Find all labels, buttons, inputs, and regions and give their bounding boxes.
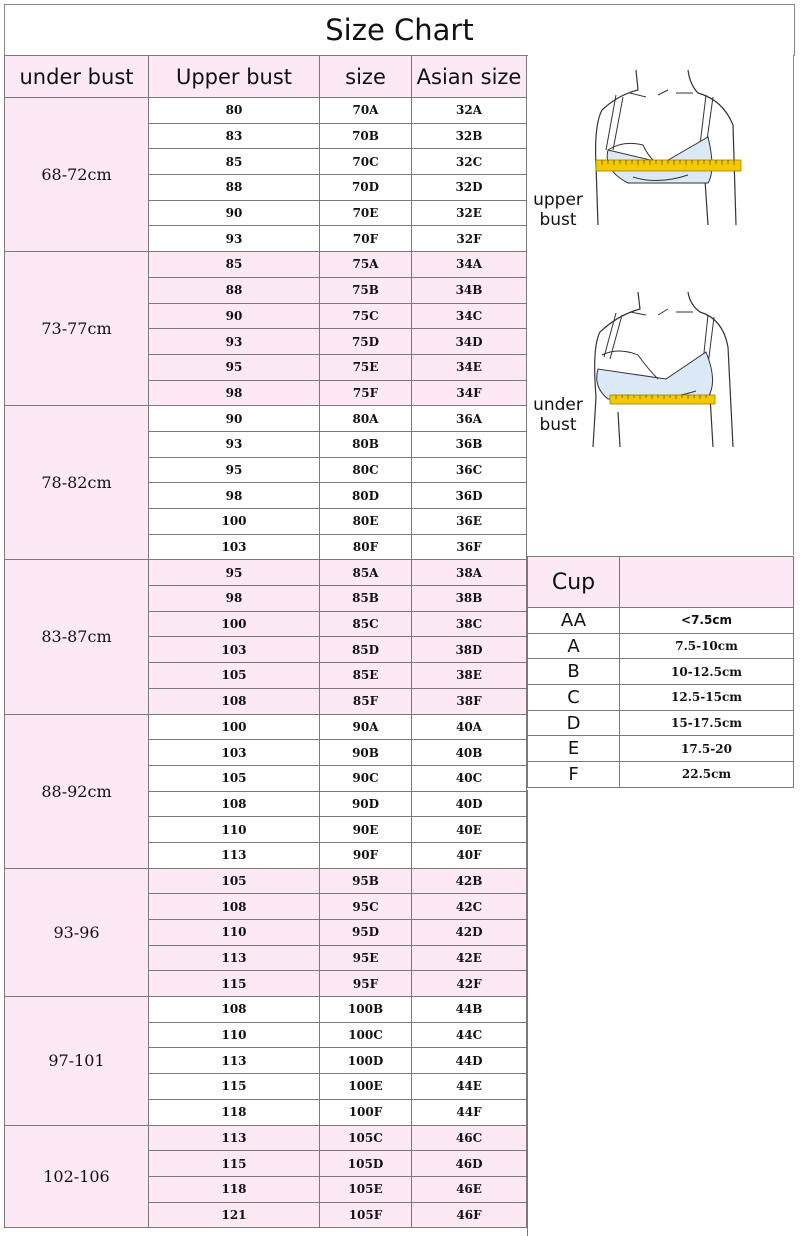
asian-size-cell: 46E (412, 1176, 527, 1202)
size-cell: 90B (320, 740, 412, 766)
cup-header: Cup (528, 557, 620, 608)
upper-bust-cell: 100 (149, 714, 320, 740)
asian-size-cell: 44F (412, 1099, 527, 1125)
cup-row (528, 762, 794, 788)
chart-title: Size Chart (4, 4, 795, 56)
size-cell: 95F (320, 971, 412, 997)
size-cell: 70D (320, 175, 412, 201)
cup-letter: F (528, 762, 620, 788)
size-cell: 85B (320, 586, 412, 612)
asian-size-cell: 40B (412, 740, 527, 766)
table-row (5, 406, 527, 432)
asian-size-cell: 38A (412, 560, 527, 586)
upper-bust-cell: 85 (149, 149, 320, 175)
cup-range: 17.5-20 (620, 736, 794, 762)
size-cell: 100C (320, 1022, 412, 1048)
cup-row (528, 685, 794, 711)
size-cell: 100E (320, 1074, 412, 1100)
cup-range: 12.5-15cm (620, 685, 794, 711)
asian-size-cell: 36D (412, 483, 527, 509)
upper-bust-cell: 93 (149, 431, 320, 457)
asian-size-cell: 38C (412, 611, 527, 637)
asian-size-cell: 34B (412, 277, 527, 303)
upper-bust-cell: 88 (149, 175, 320, 201)
upper-bust-cell: 110 (149, 1022, 320, 1048)
asian-size-cell: 38B (412, 586, 527, 612)
asian-size-cell: 36F (412, 534, 527, 560)
cup-letter: AA (528, 608, 620, 634)
asian-size-cell: 40F (412, 842, 527, 868)
size-cell: 100D (320, 1048, 412, 1074)
size-cell: 85F (320, 688, 412, 714)
upper-bust-cell: 95 (149, 560, 320, 586)
under-bust-range: 83-87cm (5, 560, 149, 714)
size-cell: 90C (320, 765, 412, 791)
table-row (5, 997, 527, 1023)
upper-bust-cell: 113 (149, 1048, 320, 1074)
table-row (5, 714, 527, 740)
asian-size-cell: 44D (412, 1048, 527, 1074)
upper-bust-cell: 98 (149, 586, 320, 612)
size-cell: 90E (320, 817, 412, 843)
cup-range: 22.5cm (620, 762, 794, 788)
asian-size-cell: 32F (412, 226, 527, 252)
under-bust-range: 73-77cm (5, 252, 149, 406)
asian-size-cell: 34E (412, 354, 527, 380)
under-bust-range: 102-106 (5, 1125, 149, 1228)
size-cell: 85D (320, 637, 412, 663)
asian-size-cell: 36A (412, 406, 527, 432)
table-row (5, 98, 527, 124)
asian-size-cell: 40A (412, 714, 527, 740)
header-upper-bust: Upper bust (149, 56, 320, 98)
size-cell: 70A (320, 98, 412, 124)
size-cell: 80E (320, 509, 412, 535)
upper-bust-cell: 95 (149, 354, 320, 380)
upper-bust-cell: 90 (149, 303, 320, 329)
upper-bust-cell: 110 (149, 920, 320, 946)
header-row (5, 56, 527, 98)
asian-size-cell: 38E (412, 663, 527, 689)
upper-bust-cell: 90 (149, 200, 320, 226)
cup-header-value (620, 557, 794, 608)
asian-size-cell: 44B (412, 997, 527, 1023)
cup-letter: E (528, 736, 620, 762)
asian-size-cell: 32B (412, 123, 527, 149)
size-cell: 95E (320, 945, 412, 971)
asian-size-cell: 34A (412, 252, 527, 278)
upper-bust-cell: 103 (149, 534, 320, 560)
size-cell: 105D (320, 1151, 412, 1177)
asian-size-cell: 40D (412, 791, 527, 817)
size-cell: 70B (320, 123, 412, 149)
asian-size-cell: 36B (412, 431, 527, 457)
upper-bust-cell: 105 (149, 663, 320, 689)
upper-bust-cell: 93 (149, 329, 320, 355)
cup-row (528, 736, 794, 762)
asian-size-cell: 32E (412, 200, 527, 226)
upper-bust-cell: 115 (149, 971, 320, 997)
upper-bust-cell: 105 (149, 868, 320, 894)
upper-bust-cell: 121 (149, 1202, 320, 1228)
asian-size-cell: 32C (412, 149, 527, 175)
upper-bust-cell: 103 (149, 740, 320, 766)
cup-range: 10-12.5cm (620, 659, 794, 685)
upper-bust-cell: 113 (149, 945, 320, 971)
size-cell: 75C (320, 303, 412, 329)
size-cell: 85C (320, 611, 412, 637)
header-under-bust: under bust (5, 56, 149, 98)
asian-size-cell: 38F (412, 688, 527, 714)
upper-bust-cell: 113 (149, 1125, 320, 1151)
upper-bust-cell: 105 (149, 765, 320, 791)
asian-size-cell: 36C (412, 457, 527, 483)
asian-size-cell: 38D (412, 637, 527, 663)
table-row (5, 252, 527, 278)
cup-range: 7.5-10cm (620, 633, 794, 659)
asian-size-cell: 46D (412, 1151, 527, 1177)
upper-bust-cell: 80 (149, 98, 320, 124)
asian-size-cell: 44E (412, 1074, 527, 1100)
asian-size-cell: 34F (412, 380, 527, 406)
upper-bust-cell: 100 (149, 509, 320, 535)
cup-row (528, 633, 794, 659)
upper-bust-cell: 95 (149, 457, 320, 483)
table-row (5, 560, 527, 586)
size-cell: 90F (320, 842, 412, 868)
cup-range: 15-17.5cm (620, 710, 794, 736)
upper-bust-cell: 108 (149, 791, 320, 817)
under-bust-label: under bust (533, 395, 583, 435)
asian-size-cell: 46F (412, 1202, 527, 1228)
size-cell: 70C (320, 149, 412, 175)
cup-row (528, 710, 794, 736)
upper-bust-cell: 108 (149, 894, 320, 920)
cup-header-row (528, 557, 794, 608)
under-bust-figure-icon (588, 287, 748, 457)
cup-letter: C (528, 685, 620, 711)
cup-row (528, 659, 794, 685)
blank-area (527, 790, 794, 1236)
under-bust-range: 93-96 (5, 868, 149, 996)
asian-size-cell: 42E (412, 945, 527, 971)
under-bust-range: 88-92cm (5, 714, 149, 868)
asian-size-cell: 46C (412, 1125, 527, 1151)
upper-bust-cell: 85 (149, 252, 320, 278)
size-cell: 70E (320, 200, 412, 226)
size-cell: 80C (320, 457, 412, 483)
asian-size-cell: 40E (412, 817, 527, 843)
size-cell: 85E (320, 663, 412, 689)
size-cell: 105F (320, 1202, 412, 1228)
upper-bust-cell: 115 (149, 1151, 320, 1177)
size-cell: 90D (320, 791, 412, 817)
under-bust-range: 68-72cm (5, 98, 149, 252)
cup-letter: D (528, 710, 620, 736)
asian-size-cell: 42C (412, 894, 527, 920)
upper-bust-cell: 98 (149, 380, 320, 406)
cup-row (528, 608, 794, 634)
table-row (5, 868, 527, 894)
asian-size-cell: 42F (412, 971, 527, 997)
upper-bust-figure-icon (588, 65, 748, 235)
size-cell: 95D (320, 920, 412, 946)
asian-size-cell: 34C (412, 303, 527, 329)
upper-bust-cell: 118 (149, 1176, 320, 1202)
size-table-body (5, 98, 527, 1228)
upper-bust-cell: 103 (149, 637, 320, 663)
asian-size-cell: 44C (412, 1022, 527, 1048)
size-cell: 90A (320, 714, 412, 740)
size-cell: 105E (320, 1176, 412, 1202)
asian-size-cell: 42D (412, 920, 527, 946)
size-cell: 85A (320, 560, 412, 586)
upper-bust-cell: 108 (149, 688, 320, 714)
upper-bust-cell: 115 (149, 1074, 320, 1100)
asian-size-cell: 42B (412, 868, 527, 894)
size-cell: 95B (320, 868, 412, 894)
size-cell: 75D (320, 329, 412, 355)
header-asian-size: Asian size (412, 56, 527, 98)
size-cell: 80A (320, 406, 412, 432)
asian-size-cell: 32A (412, 98, 527, 124)
asian-size-cell: 32D (412, 175, 527, 201)
table-row (5, 1125, 527, 1151)
upper-bust-label: upper bust (533, 190, 583, 230)
upper-bust-cell: 98 (149, 483, 320, 509)
size-table (4, 55, 527, 1228)
size-cell: 80D (320, 483, 412, 509)
size-cell: 70F (320, 226, 412, 252)
upper-bust-cell: 113 (149, 842, 320, 868)
cup-range: <7.5cm (620, 608, 794, 634)
header-size: size (320, 56, 412, 98)
size-cell: 95C (320, 894, 412, 920)
upper-bust-cell: 100 (149, 611, 320, 637)
under-bust-range: 78-82cm (5, 406, 149, 560)
cup-table-body (528, 557, 794, 788)
upper-bust-cell: 83 (149, 123, 320, 149)
size-cell: 75A (320, 252, 412, 278)
size-cell: 100F (320, 1099, 412, 1125)
cup-letter: A (528, 633, 620, 659)
size-cell: 105C (320, 1125, 412, 1151)
size-cell: 75E (320, 354, 412, 380)
size-cell: 100B (320, 997, 412, 1023)
asian-size-cell: 36E (412, 509, 527, 535)
size-cell: 75F (320, 380, 412, 406)
upper-bust-cell: 88 (149, 277, 320, 303)
upper-bust-cell: 108 (149, 997, 320, 1023)
upper-bust-cell: 93 (149, 226, 320, 252)
measurement-illustrations (528, 55, 794, 555)
asian-size-cell: 34D (412, 329, 527, 355)
size-cell: 80F (320, 534, 412, 560)
upper-bust-cell: 110 (149, 817, 320, 843)
upper-bust-cell: 118 (149, 1099, 320, 1125)
asian-size-cell: 40C (412, 765, 527, 791)
cup-table (527, 556, 794, 788)
under-bust-range: 97-101 (5, 997, 149, 1125)
size-cell: 75B (320, 277, 412, 303)
size-cell: 80B (320, 431, 412, 457)
cup-letter: B (528, 659, 620, 685)
upper-bust-cell: 90 (149, 406, 320, 432)
